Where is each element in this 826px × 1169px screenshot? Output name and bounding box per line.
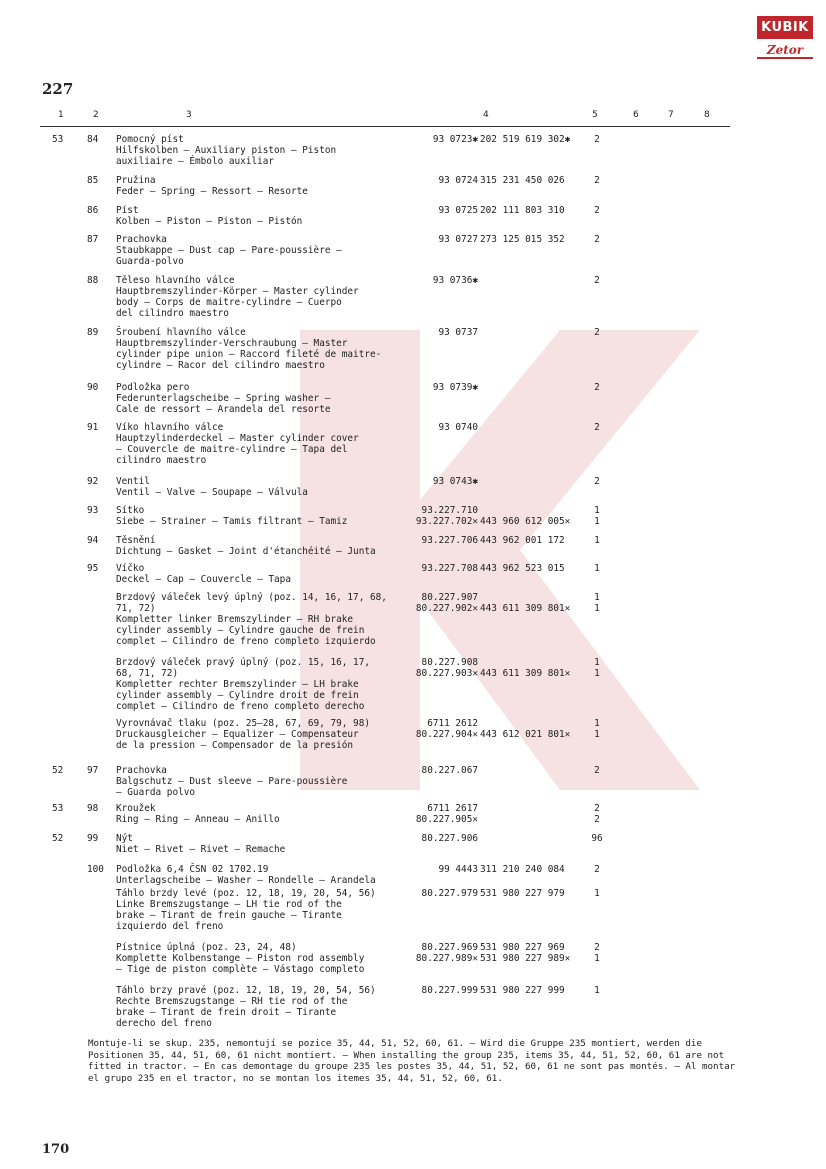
code-value — [480, 718, 580, 729]
item-number: 90 — [87, 382, 99, 393]
code-value: 80.227.907 — [421, 592, 478, 603]
logo-brand-top: KUBIK — [757, 16, 813, 39]
description-line: Sítko — [116, 505, 145, 516]
part-code-primary — [404, 563, 478, 574]
quantity-value: 2 — [594, 942, 600, 953]
description-line: del cilindro maestro — [116, 308, 229, 319]
quantity — [590, 275, 604, 286]
group-number: 53 — [52, 134, 64, 145]
description-line: Pístnice úplná (poz. 23, 24, 48) — [116, 942, 297, 953]
column-header-1: 1 — [58, 110, 64, 120]
description-line: 71, 72) — [116, 603, 156, 614]
part-code-primary — [404, 535, 478, 546]
quantity — [590, 888, 604, 899]
part-code-secondary — [480, 985, 580, 996]
part-description — [116, 592, 406, 647]
description-line: Kompletter rechter Bremszylinder — LH brake — [116, 679, 359, 690]
description-line: Podložka 6,4 ČSN 02 1702.19 — [116, 864, 269, 875]
quantity — [590, 327, 604, 338]
quantity-value: 2 — [594, 803, 600, 814]
code-value — [480, 765, 580, 776]
item-number: 93 — [87, 505, 99, 516]
code-value: 531 980 227 999 — [480, 985, 565, 996]
quantity-value: 2 — [594, 327, 600, 338]
quantity-value: 1 — [594, 505, 600, 516]
item-number: 100 — [87, 864, 104, 875]
description-line: derecho del freno — [116, 1018, 212, 1029]
quantity-value: 1 — [594, 718, 600, 729]
footer-page-number: 170 — [42, 1142, 70, 1157]
part-code-secondary — [480, 803, 580, 825]
code-value: 80.227.902✕ — [415, 603, 478, 614]
group-number: 53 — [52, 803, 64, 814]
part-code-secondary — [480, 505, 580, 527]
part-code-primary — [404, 718, 478, 740]
part-code-primary — [404, 327, 478, 338]
quantity-value: 1 — [594, 592, 600, 603]
description-line: Linke Bremszugstange — LH tie rod of the — [116, 899, 342, 910]
code-value: 311 210 240 084 — [480, 864, 565, 875]
quantity-value: 1 — [594, 563, 600, 574]
quantity — [590, 505, 604, 527]
column-header-2: 2 — [93, 110, 99, 120]
description-line: 68, 71, 72) — [116, 668, 179, 679]
quantity — [590, 657, 604, 679]
part-description — [116, 718, 406, 751]
code-value — [480, 382, 580, 393]
description-line: Pomocný píst — [116, 134, 184, 145]
part-code-primary — [404, 592, 478, 614]
description-line: auxiliaire — Émbolo auxiliar — [116, 156, 275, 167]
dealer-logo — [757, 16, 813, 59]
quantity-value: 1 — [594, 535, 600, 546]
description-line: Ventil — Valve — Soupape — Válvula — [116, 487, 308, 498]
part-code-primary — [404, 765, 478, 776]
description-line: izquierdo del freno — [116, 921, 224, 932]
part-code-secondary — [480, 382, 580, 393]
code-value: 93 0725 — [438, 205, 478, 216]
part-code-primary — [404, 422, 478, 433]
quantity-value: 1 — [594, 603, 600, 614]
description-line: brake — Tirant de frein gauche — Tirante — [116, 910, 342, 921]
part-code-secondary — [480, 864, 580, 875]
code-value — [480, 505, 580, 516]
group-number: 52 — [52, 833, 64, 844]
part-description — [116, 765, 406, 798]
part-description — [116, 175, 406, 197]
column-header-6: 6 — [633, 110, 639, 120]
code-value: 93.227.708 — [421, 563, 478, 574]
quantity — [590, 476, 604, 487]
code-value: 80.227.969 — [421, 942, 478, 953]
code-value: 80.227.989✕ — [415, 953, 478, 964]
part-description — [116, 422, 406, 466]
quantity — [590, 134, 604, 145]
code-value: 80.227.979 — [421, 888, 478, 899]
part-code-secondary — [480, 563, 580, 574]
code-value: 93 0743✱ — [432, 476, 478, 487]
description-line: cylinder assembly — Cylindre droit de frein — [116, 690, 359, 701]
code-value: 80.227.904✕ — [415, 729, 478, 740]
code-value — [480, 476, 580, 487]
part-code-secondary — [480, 327, 580, 338]
description-line: complet — Cilindro de freno completo izquierdo — [116, 636, 376, 647]
part-code-primary — [404, 476, 478, 487]
code-value: 80.227.999 — [421, 985, 478, 996]
part-description — [116, 803, 406, 825]
quantity-value: 2 — [594, 476, 600, 487]
description-line: Brzdový váleček pravý úplný (poz. 15, 16, 17, — [116, 657, 370, 668]
footnote: Montuje-li se skup. 235, nemontují se pozice 35, 44, 51, 52, 60, 61. — Wird die Gruppe 235 montiert, werden die Positionen 35, 44, 51, 60, 61 nicht montiert. — When installing the group 235, items 35, 44, 51, 52, 60, 61 are not fitted in tractor. — En cas demontage du groupe 235 les postes 35, 44, 51, 52, 60, 61 ne sont pas montés. — Al montar el grupo 235 en el tractor, no se montan los itemes 35, 44, 51, 52, 60, 61. — [88, 1038, 736, 1084]
item-number: 92 — [87, 476, 99, 487]
description-line: Deckel — Cap — Couvercle — Tapa — [116, 574, 291, 585]
item-number: 95 — [87, 563, 99, 574]
part-description — [116, 327, 406, 371]
code-value: 443 962 523 015 — [480, 563, 565, 574]
page-number: 227 — [42, 80, 74, 98]
part-code-secondary — [480, 765, 580, 776]
quantity — [590, 234, 604, 245]
part-description — [116, 864, 406, 886]
description-line: Kroužek — [116, 803, 156, 814]
part-code-primary — [404, 175, 478, 186]
quantity-value: 2 — [594, 382, 600, 393]
part-code-secondary — [480, 275, 580, 286]
quantity — [590, 803, 604, 825]
part-code-secondary — [480, 888, 580, 899]
code-value — [480, 657, 580, 668]
part-code-primary — [404, 985, 478, 996]
part-code-secondary — [480, 942, 580, 964]
part-description — [116, 476, 406, 498]
column-header-7: 7 — [668, 110, 674, 120]
quantity-value: 2 — [594, 234, 600, 245]
code-value: 273 125 015 352 — [480, 234, 565, 245]
description-line: cylindre — Racor del cilindro maestro — [116, 360, 325, 371]
code-value: 202 519 619 302✱ — [480, 134, 571, 145]
column-header-8: 8 — [704, 110, 710, 120]
description-line: Hauptbremszylinder-Körper — Master cylinder — [116, 286, 359, 297]
description-line: Hauptzylinderdeckel — Master cylinder cover — [116, 433, 359, 444]
column-header-4: 4 — [483, 110, 489, 120]
part-description — [116, 942, 406, 975]
item-number: 84 — [87, 134, 99, 145]
part-code-secondary — [480, 476, 580, 487]
description-line: cylinder pipe union — Raccord fileté de maitre- — [116, 349, 382, 360]
item-number: 91 — [87, 422, 99, 433]
part-code-secondary — [480, 134, 580, 145]
part-description — [116, 563, 406, 585]
description-line: Pružina — [116, 175, 156, 186]
quantity-value: 96 — [591, 833, 603, 844]
part-code-primary — [404, 803, 478, 825]
code-value: 443 612 021 801✕ — [480, 729, 571, 740]
quantity-value: 2 — [594, 175, 600, 186]
part-code-primary — [404, 888, 478, 899]
code-value: 93 0737 — [438, 327, 478, 338]
description-line: Hauptbremszylinder-Verschraubung — Master — [116, 338, 348, 349]
logo-brand-bottom: Zetor — [757, 43, 813, 59]
item-number: 94 — [87, 535, 99, 546]
part-description — [116, 657, 406, 712]
quantity-value: 2 — [594, 814, 600, 825]
quantity-value: 1 — [594, 729, 600, 740]
item-number: 99 — [87, 833, 99, 844]
description-line: Táhlo brzdy levé (poz. 12, 18, 19, 20, 54, 56) — [116, 888, 376, 899]
description-line: Dichtung — Gasket — Joint d'étanchéité — Junta — [116, 546, 376, 557]
quantity-value: 1 — [594, 657, 600, 668]
part-description — [116, 888, 406, 932]
description-line: Komplette Kolbenstange — Piston rod assembly — [116, 953, 365, 964]
quantity — [590, 382, 604, 393]
quantity — [590, 864, 604, 875]
code-value: 443 962 001 172 — [480, 535, 565, 546]
description-line: brake — Tirant de frein droit — Tirante — [116, 1007, 337, 1018]
part-code-secondary — [480, 592, 580, 614]
part-description — [116, 985, 406, 1029]
item-number: 97 — [87, 765, 99, 776]
quantity — [590, 422, 604, 433]
code-value: 93 0740 — [438, 422, 478, 433]
description-line: cylinder assembly — Cylindre gauche de frein — [116, 625, 365, 636]
description-line: Brzdový váleček levý úplný (poz. 14, 16, 17, 68, — [116, 592, 387, 603]
description-line: Druckausgleicher — Equalizer — Compensateur — [116, 729, 359, 740]
description-line: — Couvercle de maitre-cylindre — Tapa del — [116, 444, 348, 455]
description-line: Víko hlavního válce — [116, 422, 224, 433]
part-code-secondary — [480, 833, 580, 844]
description-line: Kolben — Piston — Piston — Pistón — [116, 216, 303, 227]
code-value: 443 960 612 005✕ — [480, 516, 571, 527]
quantity — [590, 205, 604, 216]
part-code-secondary — [480, 657, 580, 679]
item-number: 86 — [87, 205, 99, 216]
description-line: Guarda-polvo — [116, 256, 184, 267]
description-line: Těsnění — [116, 535, 156, 546]
part-code-primary — [404, 833, 478, 844]
part-code-primary — [404, 234, 478, 245]
column-header-3: 3 — [186, 110, 192, 120]
quantity-value: 1 — [594, 953, 600, 964]
code-value: 93.227.710 — [421, 505, 478, 516]
column-header-5: 5 — [592, 110, 598, 120]
code-value: 80.227.903✕ — [415, 668, 478, 679]
part-code-secondary — [480, 535, 580, 546]
code-value — [480, 592, 580, 603]
code-value: 315 231 450 026 — [480, 175, 565, 186]
description-line: Prachovka — [116, 765, 167, 776]
description-line: — Guarda polvo — [116, 787, 196, 798]
description-line: cilindro maestro — [116, 455, 207, 466]
code-value: 6711 2612 — [427, 718, 478, 729]
quantity-value: 2 — [594, 864, 600, 875]
quantity — [590, 765, 604, 776]
description-line: Feder — Spring — Ressort — Resorte — [116, 186, 308, 197]
code-value: 443 611 309 801✕ — [480, 668, 571, 679]
code-value: 6711 2617 — [427, 803, 478, 814]
part-code-secondary — [480, 175, 580, 186]
group-number: 52 — [52, 765, 64, 776]
description-line: Vyrovnávač tlaku (poz. 25—28, 67, 69, 79, 98) — [116, 718, 370, 729]
part-description — [116, 275, 406, 319]
code-value: 80.227.908 — [421, 657, 478, 668]
quantity — [590, 833, 604, 844]
quantity-value: 1 — [594, 888, 600, 899]
part-description — [116, 134, 406, 167]
code-value — [480, 803, 580, 814]
quantity-value: 2 — [594, 765, 600, 776]
part-description — [116, 382, 406, 415]
code-value: 531 980 227 979 — [480, 888, 565, 899]
part-code-primary — [404, 205, 478, 216]
description-line: Těleso hlavního válce — [116, 275, 235, 286]
description-line: Píst — [116, 205, 139, 216]
part-code-secondary — [480, 234, 580, 245]
part-code-primary — [404, 864, 478, 875]
description-line: Ventil — [116, 476, 150, 487]
description-line: Nýt — [116, 833, 133, 844]
description-line: Hilfskolben — Auxiliary piston — Piston — [116, 145, 337, 156]
code-value: 531 980 227 969 — [480, 942, 565, 953]
code-value — [480, 327, 580, 338]
item-number: 88 — [87, 275, 99, 286]
quantity-value: 2 — [594, 275, 600, 286]
description-line: Kompletter linker Bremszylinder — RH brake — [116, 614, 354, 625]
description-line: Unterlagscheibe — Washer — Rondelle — Arandela — [116, 875, 376, 886]
part-description — [116, 205, 406, 227]
part-description — [116, 833, 406, 855]
description-line: Balgschutz — Dust sleeve — Pare-poussière — [116, 776, 348, 787]
description-line: body — Corps de maitre-cylindre — Cuerpo — [116, 297, 342, 308]
code-value: 93 0723✱ — [432, 134, 478, 145]
part-code-primary — [404, 382, 478, 393]
description-line: Podložka pero — [116, 382, 190, 393]
code-value: 443 611 309 801✕ — [480, 603, 571, 614]
code-value: 80.227.906 — [421, 833, 478, 844]
description-line: Niet — Rivet — Rivet — Remache — [116, 844, 286, 855]
item-number: 85 — [87, 175, 99, 186]
quantity — [590, 718, 604, 740]
part-code-primary — [404, 275, 478, 286]
part-code-primary — [404, 505, 478, 527]
quantity — [590, 942, 604, 964]
part-code-primary — [404, 134, 478, 145]
quantity — [590, 985, 604, 996]
code-value: 93 0727 — [438, 234, 478, 245]
description-line: Táhlo brzy pravé (poz. 12, 18, 19, 20, 54, 56) — [116, 985, 376, 996]
description-line: Šroubení hlavního válce — [116, 327, 246, 338]
description-line: Federunterlagscheibe — Spring washer — — [116, 393, 331, 404]
code-value: 93 0736✱ — [432, 275, 478, 286]
part-code-primary — [404, 942, 478, 964]
part-code-secondary — [480, 718, 580, 740]
quantity — [590, 535, 604, 546]
part-code-secondary — [480, 422, 580, 433]
part-description — [116, 505, 406, 527]
code-value — [480, 814, 580, 825]
code-value: 99 4443 — [438, 864, 478, 875]
quantity — [590, 563, 604, 574]
code-value: 93 0724 — [438, 175, 478, 186]
item-number: 89 — [87, 327, 99, 338]
description-line: Staubkappe — Dust cap — Pare-poussière — — [116, 245, 342, 256]
description-line: Rechte Bremszugstange — RH tie rod of the — [116, 996, 348, 1007]
quantity-value: 1 — [594, 516, 600, 527]
item-number: 98 — [87, 803, 99, 814]
description-line: Siebe — Strainer — Tamis filtrant — Tamiz — [116, 516, 348, 527]
code-value: 93 0739✱ — [432, 382, 478, 393]
code-value: 531 980 227 989✕ — [480, 953, 571, 964]
quantity-value: 1 — [594, 668, 600, 679]
code-value — [480, 275, 580, 286]
part-code-secondary — [480, 205, 580, 216]
description-line: Víčko — [116, 563, 145, 574]
part-description — [116, 234, 406, 267]
quantity-value: 1 — [594, 985, 600, 996]
description-line: de la pression — Compensador de la presión — [116, 740, 354, 751]
quantity-value: 2 — [594, 422, 600, 433]
code-value — [480, 422, 580, 433]
quantity-value: 2 — [594, 134, 600, 145]
description-line: complet — Cilindro de freno completo derecho — [116, 701, 365, 712]
description-line: Prachovka — [116, 234, 167, 245]
code-value: 93.227.702✕ — [415, 516, 478, 527]
description-line: Ring — Ring — Anneau — Anillo — [116, 814, 280, 825]
quantity — [590, 592, 604, 614]
item-number: 87 — [87, 234, 99, 245]
header-divider — [40, 126, 730, 127]
code-value: 93.227.706 — [421, 535, 478, 546]
quantity — [590, 175, 604, 186]
code-value: 80.227.067 — [421, 765, 478, 776]
code-value — [480, 833, 580, 844]
part-description — [116, 535, 406, 557]
code-value: 80.227.905✕ — [415, 814, 478, 825]
part-code-primary — [404, 657, 478, 679]
code-value: 202 111 803 310 — [480, 205, 565, 216]
quantity-value: 2 — [594, 205, 600, 216]
description-line: — Tige de piston complète — Vástago completo — [116, 964, 365, 975]
description-line: Cale de ressort — Arandela del resorte — [116, 404, 331, 415]
